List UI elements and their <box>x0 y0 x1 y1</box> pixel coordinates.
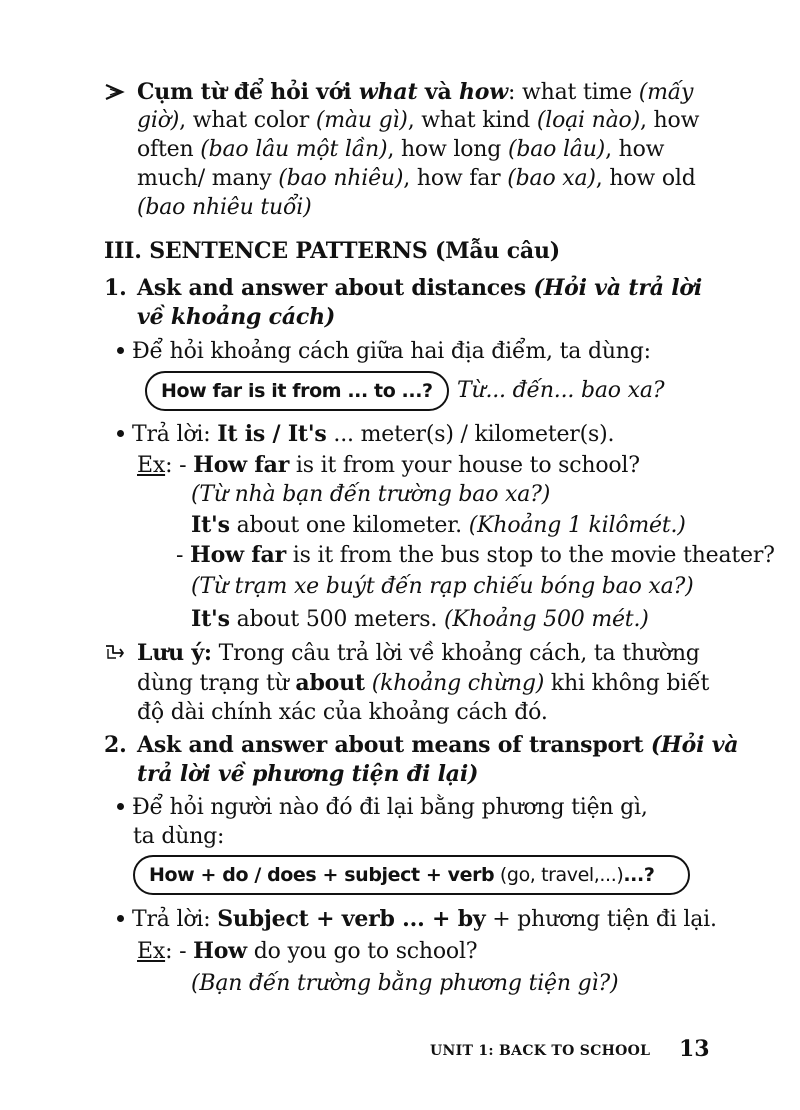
bullet-dot-icon <box>117 803 124 810</box>
intro-line-3: often (bao lâu một lần), how long (bao lâu), how <box>137 137 665 162</box>
item1-example-1-answer: It's about one kilometer. (Khoảng 1 kilômét.) <box>191 512 686 538</box>
intro-line-5: (bao nhiêu tuổi) <box>137 195 312 220</box>
note-line-3: độ dài chính xác của khoảng cách đó. <box>137 700 548 725</box>
item1-title-line-2: về khoảng cách) <box>137 304 336 330</box>
item2-number: 2. <box>104 732 127 758</box>
note-line-2: dùng trạng từ about (khoảng chừng) khi không biết <box>137 670 710 696</box>
item2-example-1-translation: (Bạn đến trường bằng phương tiện gì?) <box>191 971 619 996</box>
intro-line-2: giờ), what color (màu gì), what kind (loại nào), how <box>137 108 700 133</box>
item1-example-1-translation: (Từ nhà bạn đến trường bao xa?) <box>191 482 551 507</box>
page-number: 13 <box>679 1036 710 1062</box>
item1-example-2: - How far is it from the bus stop to the movie theater? <box>176 542 775 568</box>
item1-pattern-box: How far is it from ... to ...? <box>145 371 449 411</box>
item1-example-2-answer: It's about 500 meters. (Khoảng 500 mét.) <box>191 606 649 632</box>
item1-pattern-translation: Từ... đến... bao xa? <box>457 378 665 403</box>
item1-example-1: Ex: - How far is it from your house to school? <box>137 452 640 478</box>
item1-bullet-1: Để hỏi khoảng cách giữa hai địa điểm, ta dùng: <box>117 337 651 367</box>
item1-title-line-1: Ask and answer about distances (Hỏi và trả lời <box>137 275 703 301</box>
item2-title-line-2: trả lời về phương tiện đi lại) <box>137 761 479 787</box>
bullet-dot-icon <box>117 430 124 437</box>
item1-answer-line: Trả lời: It is / It's ... meter(s) / kilometer(s). <box>117 419 614 450</box>
item2-bullet-1-cont: ta dùng: <box>133 824 225 849</box>
bullet-dot-icon <box>117 347 124 354</box>
section-heading: III. SENTENCE PATTERNS (Mẫu câu) <box>104 238 560 264</box>
item1-number: 1. <box>104 275 127 301</box>
note-line-1: Lưu ý: Trong câu trả lời về khoảng cách, ta thường <box>137 640 700 666</box>
item2-title-line-1: Ask and answer about means of transport (Hỏi và <box>137 732 739 758</box>
item2-bullet-1: Để hỏi người nào đó đi lại bằng phương tiện gì, <box>117 793 648 823</box>
arrow-bullet-icon <box>104 83 126 101</box>
item2-pattern-box: How + do / does + subject + verb (go, travel,...)...? <box>133 855 690 895</box>
bullet-dot-icon <box>117 915 124 922</box>
intro-line-4: much/ many (bao nhiêu), how far (bao xa), how old <box>137 166 696 191</box>
running-footer-unit: UNIT 1: BACK TO SCHOOL <box>430 1043 651 1059</box>
item2-answer-line: Trả lời: Subject + verb ... + by + phương tiện đi lại. <box>117 904 717 935</box>
item2-example-1: Ex: - How do you go to school? <box>137 938 478 964</box>
item1-example-2-translation: (Từ trạm xe buýt đến rạp chiếu bóng bao xa?) <box>191 574 694 599</box>
hand-pointer-icon <box>104 643 128 663</box>
intro-line-1: Cụm từ để hỏi với what và how: what time (mấy <box>137 79 694 105</box>
